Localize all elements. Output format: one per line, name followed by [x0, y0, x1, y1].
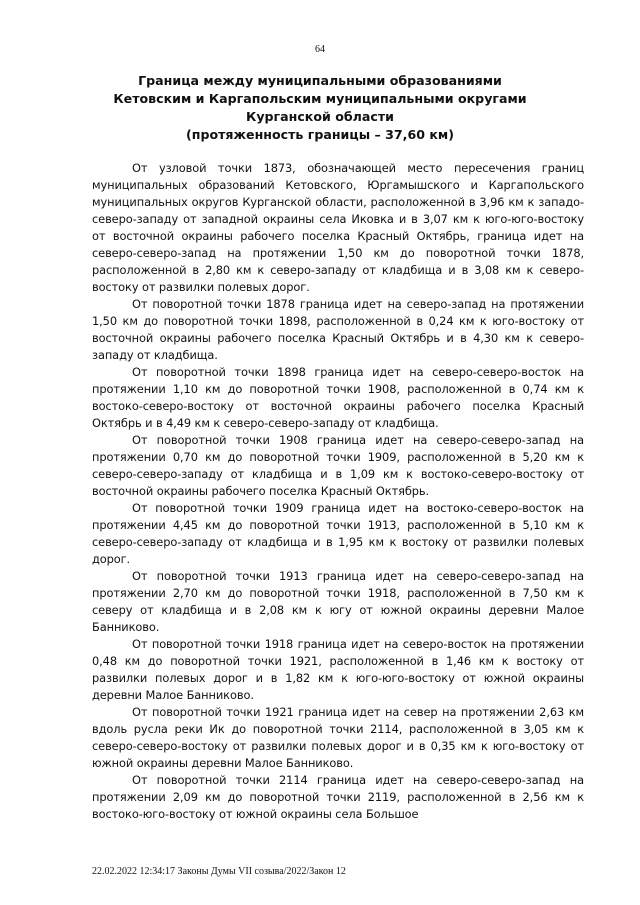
page-number: 64 — [315, 44, 325, 55]
title-line-4: (протяженность границы – 37,60 км) — [186, 127, 454, 142]
paragraph: От поворотной точки 1878 граница идет на северо-запад на протяжении 1,50 км до поворотной точки 1898, расположенной в 0,24 км к юго-востоку от восточной окраины рабочего поселка Красный Октябрь и в 4,30 км к северо-западу от кладбища. — [92, 297, 584, 362]
document-body — [92, 160, 584, 823]
paragraph: От поворотной точки 1918 граница идет на северо-восток на протяжении 0,48 км до поворотной точки 1921, расположенной в 1,46 км к востоку от развилки полевых дорог и в 1,82 км к юго-юго-востоку от южной окраины деревни Малое Банниково. — [92, 637, 584, 702]
document-title — [60, 72, 580, 144]
title-line-3: Курганской области — [246, 109, 394, 124]
paragraph: От поворотной точки 1913 граница идет на северо-северо-запад на протяжении 2,70 км до поворотной точки 1918, расположенной в 7,50 км к северу от кладбища и в 2,08 км к югу от южной окраины деревни Малое Банниково. — [92, 569, 584, 634]
paragraph: От поворотной точки 1909 граница идет на востоко-северо-восток на протяжении 4,45 км до поворотной точки 1913, расположенной в 5,10 км к северо-северо-западу от кладбища и в 1,95 км к востоку от развилки полевых дорог. — [92, 501, 584, 566]
paragraph: От поворотной точки 1908 граница идет на северо-северо-запад на протяжении 0,70 км до поворотной точки 1909, расположенной в 5,20 км к северо-северо-западу от кладбища и в 1,09 км к востоко-северо-востоку от восточной окраины рабочего поселка Красный Октябрь. — [92, 433, 584, 498]
document-footer: 22.02.2022 12:34:17 Законы Думы VII созыва/2022/Закон 12 — [92, 866, 346, 877]
paragraph: От узловой точки 1873, обозначающей место пересечения границ муниципальных образований Кетовского, Юргамышского и Каргапольского муниципальных округов Курганской области, расположенной в 3,96 км к западо-северо-западу от западной окраины села Иковка и в 3,07 км к юго-юго-востоку от восточной окраины рабочего поселка Красный Октябрь, граница идет на северо-северо-запад на протяжении 1,50 км до поворотной точки 1878, расположенной в 2,80 км к северо-западу от кладбища и в 3,08 км к северо-востоку от развилки полевых дорог. — [92, 161, 584, 294]
title-line-2: Кетовским и Каргапольским муниципальными округами — [113, 91, 527, 106]
paragraph: От поворотной точки 1898 граница идет на северо-северо-восток на протяжении 1,10 км до поворотной точки 1908, расположенной в 0,74 км к востоко-северо-востоку от восточной окраины рабочего поселка Красный Октябрь и в 4,49 км к северо-северо-западу от кладбища. — [92, 365, 584, 430]
title-line-1: Граница между муниципальными образованиями — [138, 73, 502, 88]
paragraph: От поворотной точки 1921 граница идет на север на протяжении 2,63 км вдоль русла реки Ик до поворотной точки 2114, расположенной в 3,05 км к северо-северо-востоку от развилки полевых дорог и в 0,35 км к юго-востоку от южной окраины деревни Малое Банниково. — [92, 705, 584, 770]
paragraph: От поворотной точки 2114 граница идет на северо-северо-запад на протяжении 2,09 км до поворотной точки 2119, расположенной в 2,56 км к востоко-юго-востоку от южной окраины села Большое — [92, 773, 584, 821]
